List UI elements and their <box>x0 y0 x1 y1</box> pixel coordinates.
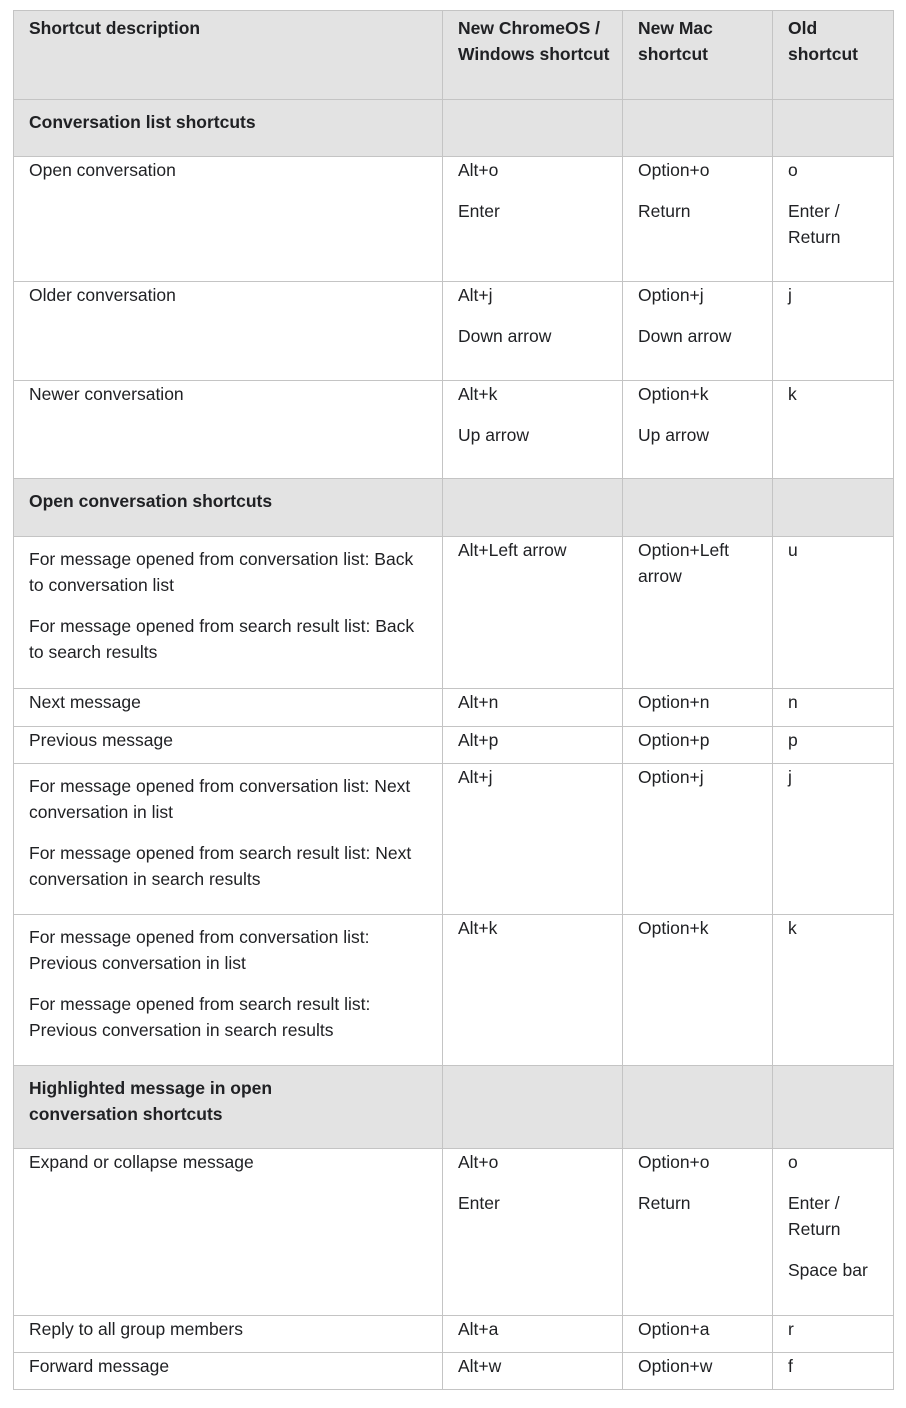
old-shortcut: r <box>773 1316 894 1353</box>
mac-shortcut: Option+Left arrow <box>623 537 773 689</box>
table-row <box>14 1353 894 1390</box>
windows-shortcut: Alt+j Down arrow <box>443 282 623 381</box>
table-row <box>14 537 894 689</box>
shortcut-description: Previous message <box>14 727 443 764</box>
old-shortcut: k <box>773 381 894 479</box>
table-row <box>14 915 894 1066</box>
mac-shortcut: Option+o Return <box>623 1149 773 1316</box>
windows-shortcut: Alt+n <box>443 689 623 727</box>
shortcut-description: Forward message <box>14 1353 443 1390</box>
windows-shortcut: Alt+o Enter <box>443 1149 623 1316</box>
table-row <box>14 764 894 915</box>
table-row <box>14 727 894 764</box>
mac-shortcut: Option+j <box>623 764 773 915</box>
header-row <box>14 11 894 100</box>
header-description: Shortcut description <box>14 11 443 100</box>
windows-shortcut: Alt+Left arrow <box>443 537 623 689</box>
windows-shortcut: Alt+k <box>443 915 623 1066</box>
header-old: Old shortcut <box>773 11 894 100</box>
shortcut-description: For message opened from conversation list: Next conversation in list For message opened from search result list: Next conversation in search results <box>14 764 443 915</box>
windows-shortcut: Alt+o Enter <box>443 157 623 282</box>
windows-shortcut: Alt+j <box>443 764 623 915</box>
shortcut-description: Open conversation <box>14 157 443 282</box>
mac-shortcut: Option+o Return <box>623 157 773 282</box>
mac-shortcut: Option+k Up arrow <box>623 381 773 479</box>
shortcut-description: For message opened from conversation list: Back to conversation list For message opened from search result list: Back to search results <box>14 537 443 689</box>
old-shortcut: j <box>773 764 894 915</box>
table-row <box>14 1149 894 1316</box>
table-row <box>14 689 894 727</box>
shortcuts-table <box>13 10 894 1390</box>
old-shortcut: k <box>773 915 894 1066</box>
mac-shortcut: Option+w <box>623 1353 773 1390</box>
windows-shortcut: Alt+w <box>443 1353 623 1390</box>
table-row <box>14 1316 894 1353</box>
mac-shortcut: Option+k <box>623 915 773 1066</box>
section-title: Conversation list shortcuts <box>14 100 443 157</box>
section-title: Highlighted message in open conversation shortcuts <box>14 1066 443 1149</box>
windows-shortcut: Alt+p <box>443 727 623 764</box>
table-row <box>14 381 894 479</box>
header-mac: New Mac shortcut <box>623 11 773 100</box>
table-row <box>14 157 894 282</box>
shortcut-description: Next message <box>14 689 443 727</box>
header-chromeos-windows: New ChromeOS / Windows shortcut <box>443 11 623 100</box>
section-header-row <box>14 479 894 537</box>
old-shortcut: o Enter / Return <box>773 157 894 282</box>
mac-shortcut: Option+p <box>623 727 773 764</box>
mac-shortcut: Option+n <box>623 689 773 727</box>
old-shortcut: j <box>773 282 894 381</box>
old-shortcut: o Enter / Return Space bar <box>773 1149 894 1316</box>
shortcut-description: For message opened from conversation list: Previous conversation in list For message opened from search result list: Previous conversation in search results <box>14 915 443 1066</box>
shortcut-description: Reply to all group members <box>14 1316 443 1353</box>
old-shortcut: f <box>773 1353 894 1390</box>
section-title: Open conversation shortcuts <box>14 479 443 537</box>
old-shortcut: p <box>773 727 894 764</box>
mac-shortcut: Option+j Down arrow <box>623 282 773 381</box>
old-shortcut: u <box>773 537 894 689</box>
shortcut-description: Older conversation <box>14 282 443 381</box>
section-header-row <box>14 1066 894 1149</box>
table-row <box>14 282 894 381</box>
section-header-row <box>14 100 894 157</box>
old-shortcut: n <box>773 689 894 727</box>
shortcut-description: Expand or collapse message <box>14 1149 443 1316</box>
shortcut-description: Newer conversation <box>14 381 443 479</box>
mac-shortcut: Option+a <box>623 1316 773 1353</box>
windows-shortcut: Alt+a <box>443 1316 623 1353</box>
windows-shortcut: Alt+k Up arrow <box>443 381 623 479</box>
